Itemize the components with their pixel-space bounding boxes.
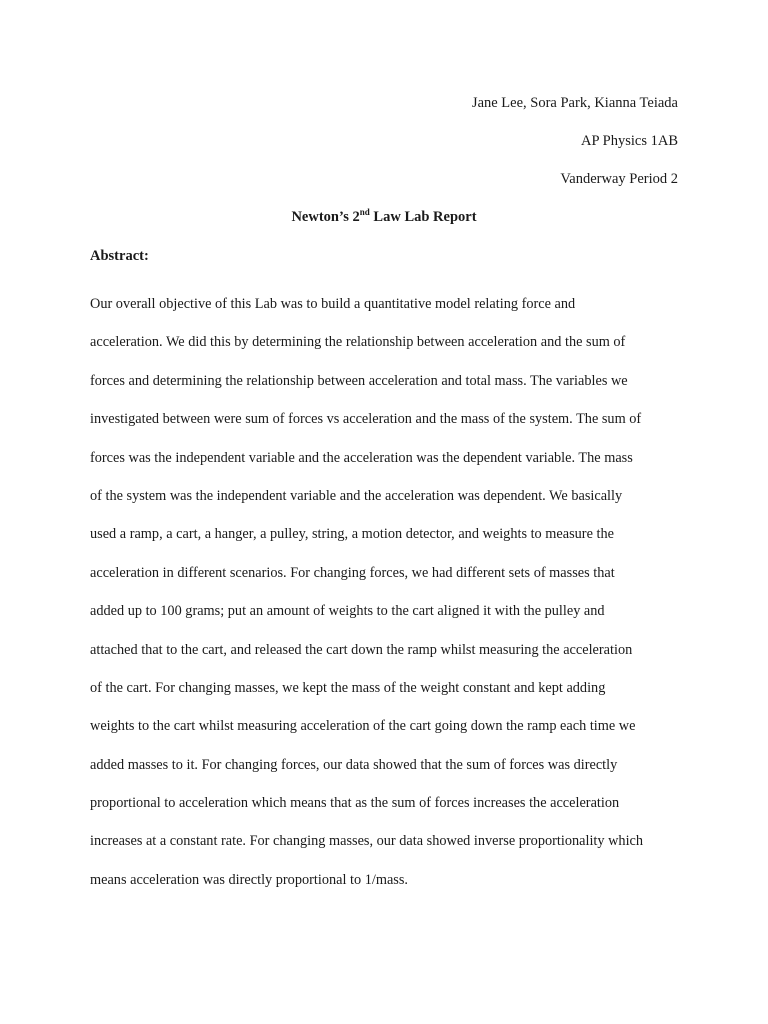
abstract-line: added masses to it. For changing forces, our data showed that the sum of forces was directly: [90, 756, 618, 773]
abstract-line: attached that to the cart, and released the cart down the ramp whilst measuring the acceleration: [90, 641, 633, 658]
abstract-line: used a ramp, a cart, a hanger, a pulley, string, a motion detector, and weights to measure the: [90, 526, 614, 543]
abstract-line: of the system was the independent variable and the acceleration was dependent. We basically: [90, 487, 623, 504]
abstract-line: added up to 100 grams; put an amount of weights to the cart aligned it with the pulley and: [90, 603, 605, 620]
course-name: AP Physics 1AB: [581, 133, 678, 149]
abstract-line: acceleration in different scenarios. For changing forces, we had different sets of masses that: [90, 564, 615, 581]
abstract-line: acceleration. We did this by determining the relationship between acceleration and the sum of: [90, 334, 626, 351]
title-text-end: Law Lab Report: [369, 209, 477, 225]
abstract-line: proportional to acceleration which means that as the sum of forces increases the acceleration: [90, 795, 620, 812]
title-text: Newton’s 2: [291, 209, 360, 225]
abstract-line: forces was the independent variable and the acceleration was the dependent variable. The mass: [90, 449, 633, 466]
title-superscript: nd: [359, 207, 370, 218]
teacher-period: Vanderway Period 2: [560, 171, 678, 187]
abstract-line: forces and determining the relationship between acceleration and total mass. The variables we: [90, 372, 628, 389]
author-names: Jane Lee, Sora Park, Kianna Teiada: [471, 95, 678, 111]
abstract-paragraph: [90, 285, 690, 899]
abstract-line: weights to the cart whilst measuring acceleration of the cart going down the ramp each time we: [90, 718, 636, 735]
report-title: [0, 208, 768, 226]
abstract-line: means acceleration was directly proportional to 1/mass.: [90, 871, 409, 888]
abstract-heading: Abstract:: [90, 248, 149, 264]
abstract-line: investigated between were sum of forces vs acceleration and the mass of the system. The sum of: [90, 411, 642, 428]
abstract-line: Our overall objective of this Lab was to build a quantitative model relating force and: [90, 296, 576, 312]
abstract-line: increases at a constant rate. For changing masses, our data showed inverse proportionality which: [90, 833, 644, 850]
abstract-line: of the cart. For changing masses, we kept the mass of the weight constant and kept adding: [90, 679, 606, 696]
